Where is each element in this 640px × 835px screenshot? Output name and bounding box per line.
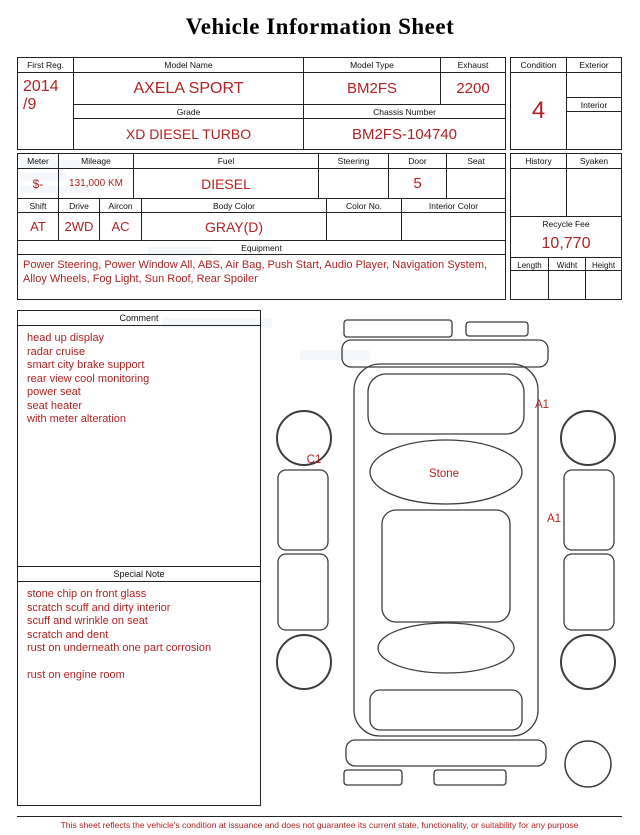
color-no-value <box>326 213 401 240</box>
condition-value: 4 <box>511 72 566 149</box>
shift-value: AT <box>30 219 46 234</box>
first-reg-year: 2014 <box>23 78 59 95</box>
damage-mark-a1-side: A1 <box>546 513 562 525</box>
comment-line: power seat <box>27 386 81 398</box>
front-right-wheel <box>561 411 615 465</box>
first-reg-column <box>18 58 73 149</box>
rear-trim-panel <box>344 770 402 785</box>
first-reg-month: /9 <box>23 96 37 113</box>
history-header-row <box>511 154 621 168</box>
front-left-wheel <box>277 411 331 465</box>
comment-line: head up display <box>27 332 105 344</box>
rear-left-wheel <box>277 635 331 689</box>
model-type-value: BM2FS <box>346 80 397 97</box>
chassis-number-label: Chassis Number <box>304 104 505 118</box>
interior-color-value <box>401 213 505 240</box>
rear-right-wheel <box>561 635 615 689</box>
registration-table <box>17 57 506 150</box>
trunk <box>370 690 522 730</box>
damage-mark-stone: Stone <box>428 468 460 480</box>
front-bumper <box>342 340 548 367</box>
rear-window <box>378 623 514 673</box>
special-note-content <box>18 581 260 805</box>
exterior-label: Exterior <box>579 60 609 70</box>
condition-label: Condition <box>520 60 557 70</box>
steering-value <box>318 169 388 198</box>
spec-header-row-1 <box>18 154 505 168</box>
car-diagram-svg <box>266 312 632 808</box>
model-type-column <box>303 58 505 149</box>
special-note-line: rust on engine room <box>27 668 125 681</box>
model-type-value-row <box>304 72 505 104</box>
special-note-line: scratch and dent <box>27 628 109 641</box>
roof <box>382 510 510 622</box>
spec-header-row-2 <box>18 198 505 212</box>
shift-label: Shift <box>29 201 47 211</box>
mileage-value: 131,000 KM <box>58 169 133 198</box>
door-value: 5 <box>388 169 446 198</box>
length-value <box>511 271 548 299</box>
syaken-value <box>566 169 621 216</box>
special-note-line: rust on underneath one part corrosion <box>27 642 212 654</box>
fuel-value: DIESEL <box>133 169 318 198</box>
model-name-column <box>73 58 303 149</box>
model-type-label: Model Type <box>350 60 394 70</box>
equipment-value: Power Steering, Power Window All, ABS, Air Bag, Push Start, Audio Player, Navigation System, Alloy Wheels, Fog Light, Sun Roof, Rear Spoiler <box>18 254 505 299</box>
grade-value: XD DIESEL TURBO <box>74 118 303 149</box>
special-note-line: scratch scuff and dirty interior <box>27 601 171 614</box>
exhaust-value: 2200 <box>440 73 505 104</box>
special-note-section <box>17 566 261 806</box>
condition-column <box>511 58 566 149</box>
damage-mark-c1: C1 <box>306 454 322 466</box>
page-title: Vehicle Information Sheet <box>185 14 455 39</box>
special-note-line: stone chip on front glass <box>27 588 147 600</box>
comment-section <box>17 310 261 567</box>
disclaimer: This sheet reflects the vehicle's condition at issuance and does not guarantee its current state, functionality, or suitability for any purpose <box>17 816 622 830</box>
spec-table <box>17 153 506 300</box>
spec-value-row-2 <box>18 212 505 240</box>
seat-label: Seat <box>446 154 505 168</box>
history-value-row <box>511 168 621 216</box>
history-label: History <box>525 156 552 166</box>
damage-mark-a1-front: A1 <box>534 399 550 411</box>
model-name-value: AXELA SPORT <box>74 72 303 104</box>
width-value <box>548 271 585 299</box>
front-trim-panel <box>344 320 452 337</box>
recycle-fee-label: Recycle Fee <box>542 219 590 229</box>
grade-label: Grade <box>74 104 303 118</box>
comment-header: Comment <box>119 313 159 323</box>
mileage-label: Mileage <box>58 154 133 168</box>
left-rear-door-panel <box>278 554 328 630</box>
meter-value: $- <box>32 176 44 191</box>
fuel-label: Fuel <box>133 154 318 168</box>
width-label: Widht <box>548 258 585 272</box>
condition-table <box>510 57 622 150</box>
first-reg-value <box>18 72 73 149</box>
history-value <box>511 169 566 216</box>
history-table <box>510 153 622 300</box>
drive-label: Drive <box>58 199 99 213</box>
height-label: Height <box>585 258 621 272</box>
comment-line: with meter alteration <box>27 413 127 425</box>
meter-label: Meter <box>27 156 49 166</box>
comment-line: radar cruise <box>27 345 86 358</box>
dimensions-value-row <box>511 270 621 299</box>
comment-content <box>18 325 260 566</box>
exterior-interior-column <box>566 58 621 149</box>
special-note-header: Special Note <box>113 569 165 579</box>
special-note-line: scuff and wrinkle on seat <box>27 615 148 627</box>
drive-value: 2WD <box>58 213 99 240</box>
dimensions-header-row <box>511 257 621 270</box>
equipment-label: Equipment <box>18 240 505 254</box>
rear-bumper <box>346 740 546 766</box>
chassis-number-value: BM2FS-104740 <box>304 118 505 149</box>
body-color-value: GRAY(D) <box>141 213 326 240</box>
recycle-fee-value: 10,770 <box>541 235 591 252</box>
aircon-value: AC <box>99 213 141 240</box>
height-value <box>585 271 621 299</box>
door-label: Door <box>388 154 446 168</box>
seat-value <box>446 169 505 198</box>
model-type-header-row <box>304 58 505 72</box>
right-front-door-panel <box>564 470 614 550</box>
interior-label: Interior <box>567 97 621 111</box>
rear-trim-panel-2 <box>434 770 506 785</box>
right-rear-door-panel <box>564 554 614 630</box>
exhaust-label: Exhaust <box>440 58 505 72</box>
model-name-label: Model Name <box>164 60 213 70</box>
color-no-label: Color No. <box>326 199 401 213</box>
comment-line: smart city brake support <box>27 359 145 371</box>
interior-value <box>567 111 621 149</box>
recycle-fee-cell <box>511 216 621 257</box>
syaken-label: Syaken <box>566 154 621 168</box>
hood <box>368 374 524 434</box>
spare-wheel <box>565 741 611 787</box>
spec-value-row-1 <box>18 168 505 198</box>
comment-line: rear view cool monitoring <box>27 372 150 385</box>
exterior-value <box>567 72 621 97</box>
left-front-door-panel <box>278 470 328 550</box>
interior-color-label: Interior Color <box>401 199 505 213</box>
front-trim-panel-2 <box>466 322 528 336</box>
car-diagram <box>266 312 632 808</box>
comment-line: seat heater <box>27 399 83 412</box>
first-reg-label: First Reg. <box>27 60 64 70</box>
length-label: Length <box>517 260 542 270</box>
steering-label: Steering <box>318 154 388 168</box>
aircon-label: Aircon <box>99 199 141 213</box>
body-color-label: Body Color <box>141 199 326 213</box>
